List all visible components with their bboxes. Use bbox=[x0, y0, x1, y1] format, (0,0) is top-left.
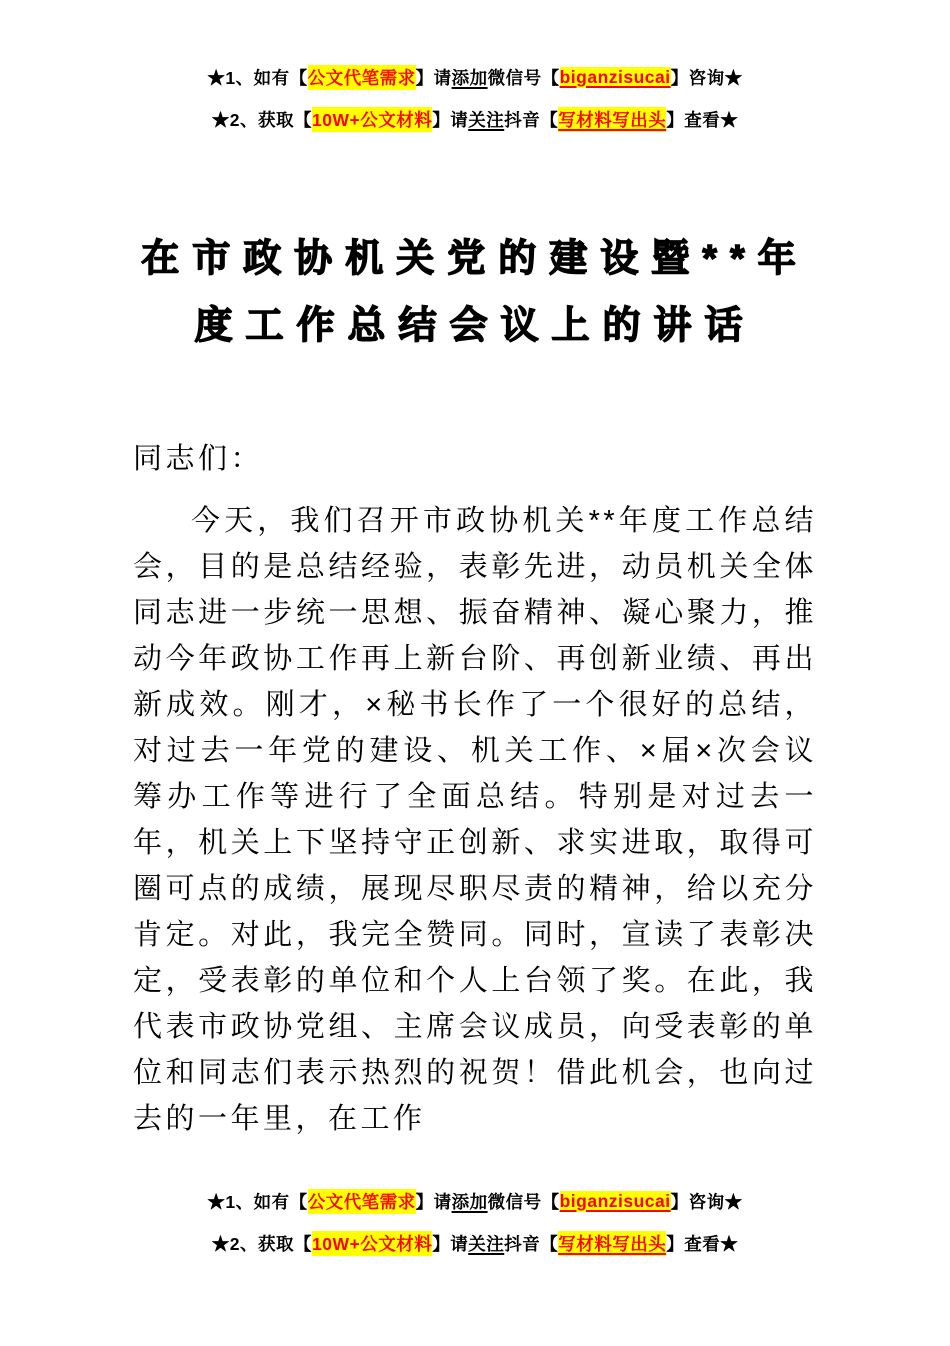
ad-banner-segment: 写材料写出头 bbox=[558, 107, 666, 132]
ad-banner-segment: biganzisucai bbox=[559, 1190, 671, 1211]
ad-banner-segment: 添加 bbox=[451, 1191, 488, 1212]
ad-banner-segment: 添加 bbox=[451, 67, 488, 88]
header-ad-banner bbox=[0, 56, 950, 140]
ad-banner-segment: 】查看★ bbox=[666, 1233, 739, 1254]
document-body bbox=[133, 436, 817, 1142]
ad-banner-line-1 bbox=[0, 56, 950, 98]
ad-banner-segment: biganzisucai bbox=[559, 66, 671, 87]
document-title-line-2: 度工作总结会议上的讲话 bbox=[194, 305, 756, 347]
ad-banner-segment: 关注 bbox=[468, 109, 505, 130]
ad-banner-segment: ★1、如有【 bbox=[207, 67, 308, 88]
salutation: 同志们： bbox=[133, 443, 264, 475]
ad-banner-segment: 公文代笔需求 bbox=[308, 1189, 416, 1214]
document-title-line-1: 在市政协机关党的建设暨**年 bbox=[141, 238, 809, 280]
footer-ad-banner bbox=[0, 1180, 950, 1264]
ad-banner-segment: 微信号【 bbox=[487, 67, 560, 88]
ad-banner-line-1 bbox=[0, 1180, 950, 1222]
ad-banner-segment: ★2、获取【 bbox=[211, 109, 313, 130]
ad-banner-segment: 关注 bbox=[468, 1233, 505, 1254]
ad-banner-segment: 抖音【 bbox=[504, 109, 559, 130]
document-title bbox=[110, 226, 840, 360]
ad-banner-segment: 写材料写出头 bbox=[558, 1231, 666, 1256]
ad-banner-segment: 公文代笔需求 bbox=[308, 65, 416, 90]
ad-banner-segment: 10W+公文材料 bbox=[312, 1231, 432, 1256]
ad-banner-line-2 bbox=[0, 98, 950, 140]
ad-banner-segment: 】请 bbox=[415, 67, 452, 88]
ad-banner-segment: 】咨询★ bbox=[670, 67, 743, 88]
ad-banner-line-2 bbox=[0, 1222, 950, 1264]
body-paragraph: 今天，我们召开市政协机关**年度工作总结会，目的是总结经验，表彰先进，动员机关全体同志进一步统一思想、振奋精神、凝心聚力，推动今年政协工作再上新台阶、再创新业绩、再出新成效。刚才，×秘书长作了一个很好的总结，对过去一年党的建设、机关工作、×届×次会议筹办工作等进行了全面总结。特别是对过去一年，机关上下坚持守正创新、求实进取，取得可圈可点的成绩，展现尽职尽责的精神，给以充分肯定。对此，我完全赞同。同时，宣读了表彰决定，受表彰的单位和个人上台领了奖。在此，我代表市政协党组、主席会议成员，向受表彰的单位和同志们表示热烈的祝贺！借此机会，也向过去的一年里，在工作 bbox=[133, 505, 817, 1135]
ad-banner-segment: 抖音【 bbox=[504, 1233, 559, 1254]
ad-banner-segment: 微信号【 bbox=[487, 1191, 560, 1212]
ad-banner-segment: 10W+公文材料 bbox=[312, 107, 432, 132]
ad-banner-segment: 】查看★ bbox=[666, 109, 739, 130]
ad-banner-segment: 】请 bbox=[432, 109, 469, 130]
ad-banner-segment: 】咨询★ bbox=[670, 1191, 743, 1212]
ad-banner-segment: ★2、获取【 bbox=[211, 1233, 313, 1254]
ad-banner-segment: ★1、如有【 bbox=[207, 1191, 308, 1212]
ad-banner-segment: 】请 bbox=[415, 1191, 452, 1212]
ad-banner-segment: 】请 bbox=[432, 1233, 469, 1254]
